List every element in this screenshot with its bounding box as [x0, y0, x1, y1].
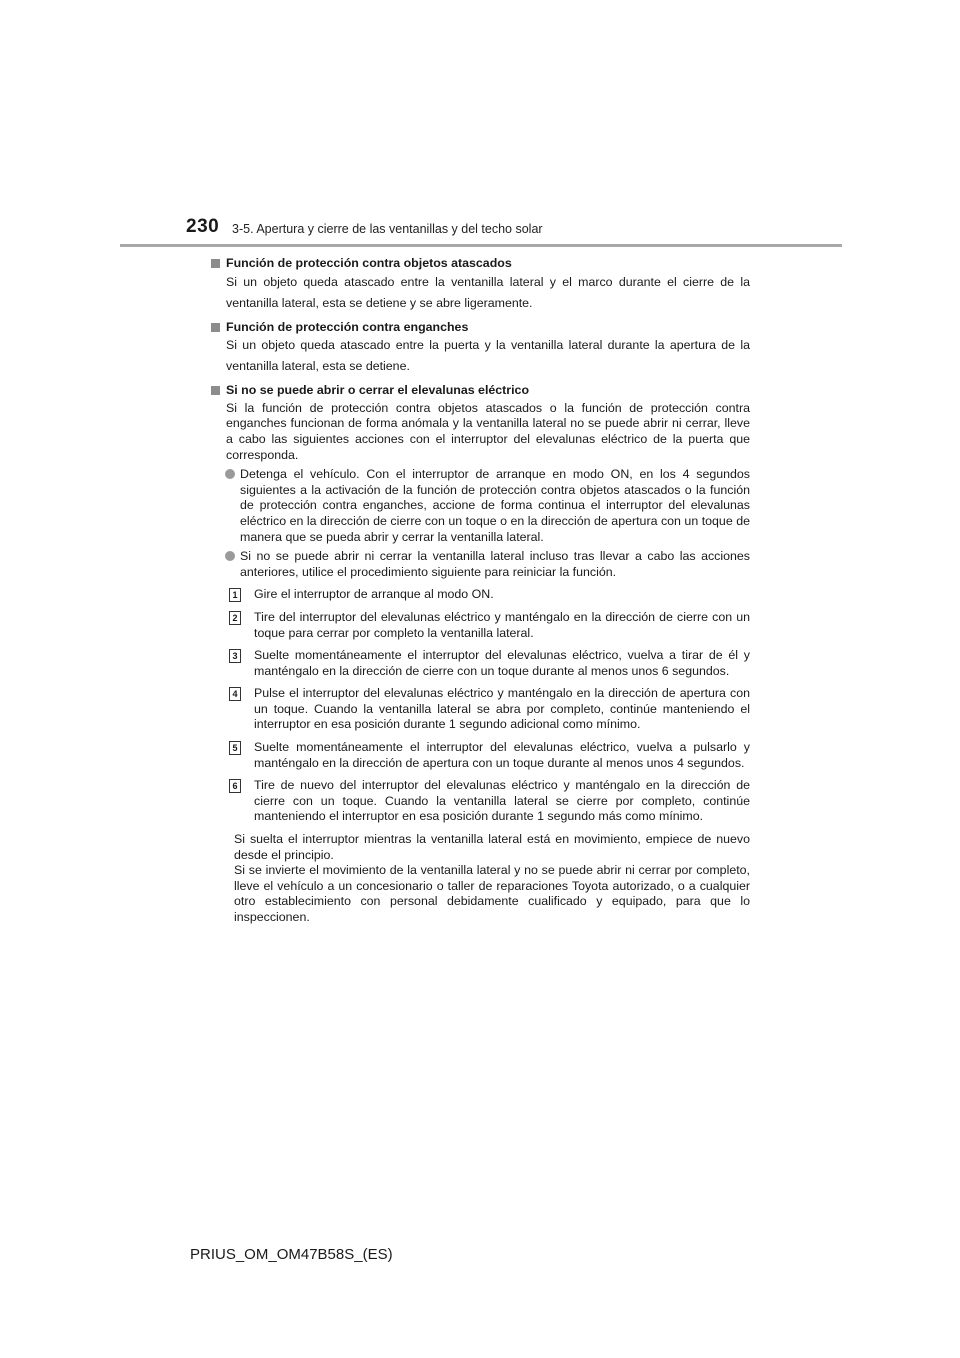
- step-number-box: 5: [229, 741, 241, 755]
- step-item: [210, 587, 750, 603]
- header-divider: [120, 244, 842, 247]
- document-code: PRIUS_OM_OM47B58S_(ES): [190, 1246, 393, 1263]
- step-item: [210, 686, 750, 733]
- note-paragraph: [210, 832, 750, 926]
- step-number-box: 6: [229, 779, 241, 793]
- bullet-text: Si no se puede abrir ni cerrar la ventanilla lateral incluso tras llevar a cabo las acciones anteriores, utilice el procedimiento siguiente para reiniciar la función.: [240, 549, 750, 579]
- bullet-item: [210, 467, 750, 545]
- step-item: [210, 648, 750, 679]
- bullet-item: [210, 549, 750, 580]
- section-title: 3-5. Apertura y cierre de las ventanillas y del techo solar: [232, 222, 543, 236]
- note-line: Si suelta el interruptor mientras la ventanilla lateral está en movimiento, empiece de nuevo desde el principio.: [234, 832, 750, 862]
- heading-text: Función de protección contra enganches: [226, 319, 469, 334]
- heading-text: Si no se puede abrir o cerrar el elevalunas eléctrico: [226, 383, 530, 398]
- section-text: Si un objeto queda atascado entre la ventanilla lateral y el marco durante el cierre de la ventanilla lateral, esta se detiene y se abre ligeramente.: [226, 274, 750, 310]
- section-heading: [210, 256, 750, 272]
- page-number: 230: [186, 216, 220, 237]
- step-number-box: 2: [229, 611, 241, 625]
- step-item: [210, 610, 750, 641]
- step-text: Gire el interruptor de arranque al modo ON.: [254, 587, 494, 602]
- square-bullet-icon: [211, 386, 220, 395]
- square-bullet-icon: [211, 323, 220, 332]
- step-number-box: 3: [229, 649, 241, 663]
- bullet-text: Detenga el vehículo. Con el interruptor de arranque en modo ON, en los 4 segundos siguientes a la activación de la función de protección contra objetos atascados o la función de protección contra enganches, accione de forma continua el interruptor del elevalunas eléctrico en la dirección de cierre con un toque o en la dirección de apertura con un toque de manera que se pueda abrir y cerrar la ventanilla lateral.: [240, 467, 750, 544]
- section-heading: [210, 383, 750, 399]
- square-bullet-icon: [211, 259, 220, 268]
- step-item: [210, 740, 750, 771]
- circle-bullet-icon: [225, 469, 235, 479]
- heading-text: Función de protección contra objetos atascados: [226, 256, 512, 270]
- section-text: Si la función de protección contra objetos atascados o la función de protección contra enganches funcionan de forma anómala y la ventanilla lateral no se puede abrir ni cerrar, lleve a cabo las siguientes acciones con el interruptor del elevalunas eléctrico de la puerta que corresponda.: [226, 400, 750, 462]
- step-number-box: 1: [229, 588, 241, 602]
- step-text: Tire del interruptor del elevalunas eléctrico y manténgalo en la dirección de cierre con un toque para cerrar por completo la ventanilla lateral.: [254, 609, 750, 640]
- step-item: [210, 778, 750, 825]
- circle-bullet-icon: [225, 551, 235, 561]
- step-number-box: 4: [229, 687, 241, 701]
- step-text: Tire de nuevo del interruptor del elevalunas eléctrico y manténgalo en la dirección de cierre con un toque. Cuando la ventanilla lateral se cierre por completo, continúe manteniendo el interruptor en esa posición durante 1 segundo más como mínimo.: [254, 778, 750, 824]
- step-text: Pulse el interruptor del elevalunas eléctrico y manténgalo en la dirección de apertura con un toque. Cuando la ventanilla lateral se abra por completo, continúe manteniendo el interruptor en esa posición durante 1 segundo adicional como mínimo.: [254, 686, 750, 732]
- note-line: Si se invierte el movimiento de la ventanilla lateral y no se puede abrir ni cerrar por completo, lleve el vehículo a un concesionario o taller de reparaciones Toyota autorizado, o a cualquier otro establecimiento con personal debidamente cualificado y equipado, para que lo inspeccionen.: [234, 863, 750, 924]
- step-text: Suelte momentáneamente el interruptor del elevalunas eléctrico, vuelva a tirar de él y manténgalo en la dirección de cierre con un toque durante al menos unos 6 segundos.: [254, 648, 750, 678]
- section-heading: [210, 320, 750, 336]
- section-text: Si un objeto queda atascado entre la puerta y la ventanilla lateral durante la apertura de la ventanilla lateral, esta se detiene.: [226, 338, 750, 374]
- page-content: [210, 256, 750, 926]
- step-text: Suelte momentáneamente el interruptor del elevalunas eléctrico, vuelva a pulsarlo y manténgalo en la dirección de apertura con un toque durante al menos unos 4 segundos.: [254, 740, 750, 770]
